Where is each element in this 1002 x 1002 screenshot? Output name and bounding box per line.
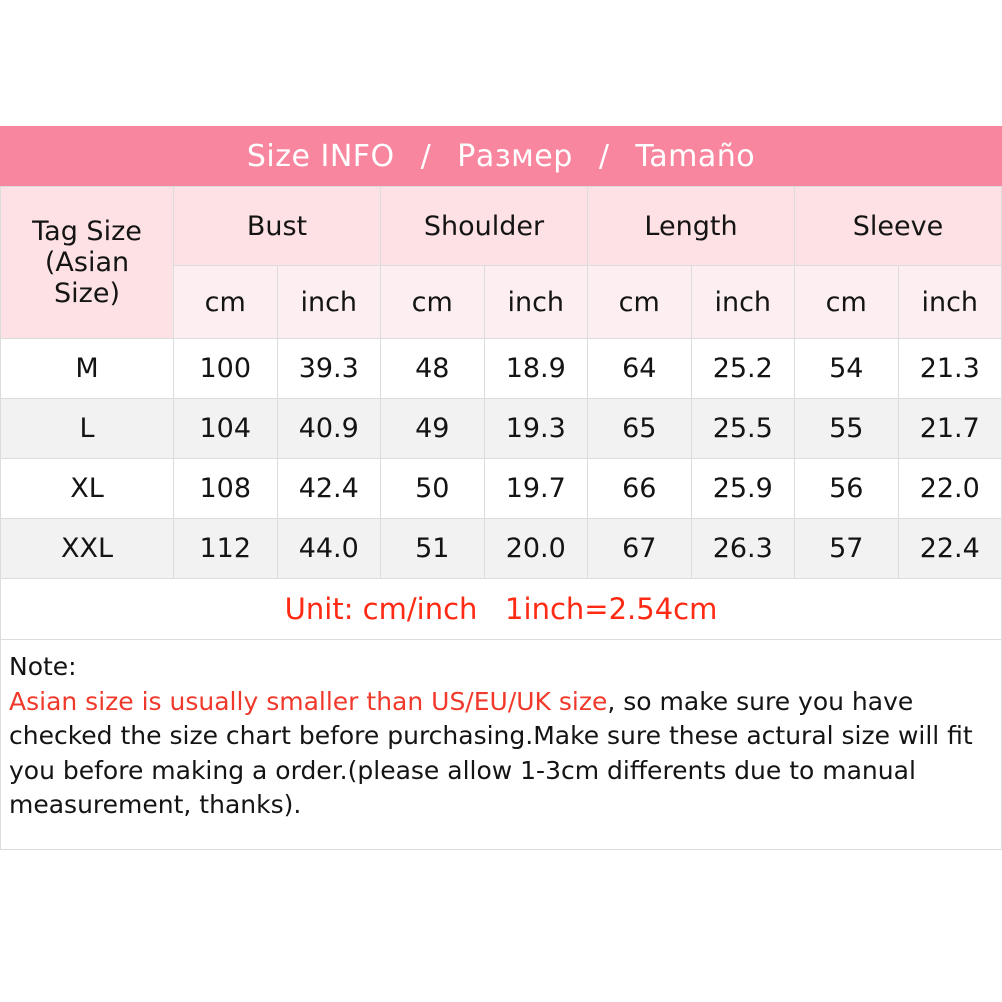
cell-shoulder-cm: 48 xyxy=(381,339,485,399)
tag-size-header-line1: Tag Size xyxy=(32,215,142,247)
cell-size: L xyxy=(1,399,174,459)
size-info-title-bar xyxy=(0,126,1002,186)
header-shoulder-inch: inch xyxy=(484,266,588,339)
table-row xyxy=(1,399,1002,459)
cell-sleeve-inch: 21.3 xyxy=(898,339,1002,399)
cell-sleeve-cm: 54 xyxy=(795,339,899,399)
cell-shoulder-cm: 50 xyxy=(381,459,485,519)
title-separator-1: / xyxy=(420,138,432,174)
title-russian: Размер xyxy=(457,138,573,174)
header-shoulder-cm: cm xyxy=(381,266,485,339)
cell-bust-inch: 40.9 xyxy=(277,399,381,459)
cell-bust-inch: 44.0 xyxy=(277,519,381,579)
cell-bust-cm: 112 xyxy=(174,519,278,579)
cell-bust-cm: 108 xyxy=(174,459,278,519)
header-shoulder: Shoulder xyxy=(381,187,588,266)
header-length-cm: cm xyxy=(588,266,692,339)
header-length: Length xyxy=(588,187,795,266)
cell-shoulder-inch: 19.7 xyxy=(484,459,588,519)
unit-conversion-note: Unit: cm/inch 1inch=2.54cm xyxy=(0,579,1002,640)
bottom-spacer xyxy=(0,850,1002,990)
table-header-group-row xyxy=(1,187,1002,266)
header-bust-inch: inch xyxy=(277,266,381,339)
cell-length-inch: 25.9 xyxy=(691,459,795,519)
cell-size: XL xyxy=(1,459,174,519)
cell-shoulder-inch: 20.0 xyxy=(484,519,588,579)
cell-shoulder-inch: 19.3 xyxy=(484,399,588,459)
note-block xyxy=(0,640,1002,850)
cell-length-inch: 25.5 xyxy=(691,399,795,459)
cell-size: XXL xyxy=(1,519,174,579)
header-sleeve-cm: cm xyxy=(795,266,899,339)
header-bust-cm: cm xyxy=(174,266,278,339)
cell-bust-inch: 42.4 xyxy=(277,459,381,519)
cell-sleeve-inch: 22.4 xyxy=(898,519,1002,579)
cell-size: M xyxy=(1,339,174,399)
note-rest: , so make sure you have checked the size chart before purchasing.Make sure these actural size will fit you before making a order.(please allow 1-3cm differents due to manual measurement, thanks). xyxy=(9,686,973,819)
size-table xyxy=(0,186,1002,579)
cell-bust-inch: 39.3 xyxy=(277,339,381,399)
header-sleeve-inch: inch xyxy=(898,266,1002,339)
cell-length-inch: 26.3 xyxy=(691,519,795,579)
cell-sleeve-cm: 57 xyxy=(795,519,899,579)
size-chart-sheet xyxy=(0,126,1002,990)
cell-bust-cm: 104 xyxy=(174,399,278,459)
cell-sleeve-inch: 21.7 xyxy=(898,399,1002,459)
cell-sleeve-cm: 56 xyxy=(795,459,899,519)
cell-length-cm: 64 xyxy=(588,339,692,399)
cell-length-cm: 66 xyxy=(588,459,692,519)
table-row xyxy=(1,339,1002,399)
title-spanish: Tamaño xyxy=(635,138,756,174)
tag-size-header-line2: (Asian xyxy=(44,246,130,278)
table-row xyxy=(1,519,1002,579)
tag-size-header xyxy=(1,187,174,339)
title-english: Size INFO xyxy=(246,138,395,174)
cell-sleeve-inch: 22.0 xyxy=(898,459,1002,519)
header-sleeve: Sleeve xyxy=(795,187,1002,266)
table-row xyxy=(1,459,1002,519)
header-bust: Bust xyxy=(174,187,381,266)
note-warning-red: Asian size is usually smaller than US/EU/UK size xyxy=(9,686,608,716)
cell-shoulder-inch: 18.9 xyxy=(484,339,588,399)
cell-bust-cm: 100 xyxy=(174,339,278,399)
header-length-inch: inch xyxy=(691,266,795,339)
cell-sleeve-cm: 55 xyxy=(795,399,899,459)
cell-length-cm: 67 xyxy=(588,519,692,579)
note-text xyxy=(9,685,993,823)
note-label: Note: xyxy=(9,652,77,681)
tag-size-header-line3: Size) xyxy=(54,278,120,310)
title-separator-2: / xyxy=(598,138,610,174)
cell-length-cm: 65 xyxy=(588,399,692,459)
cell-shoulder-cm: 49 xyxy=(381,399,485,459)
cell-shoulder-cm: 51 xyxy=(381,519,485,579)
cell-length-inch: 25.2 xyxy=(691,339,795,399)
